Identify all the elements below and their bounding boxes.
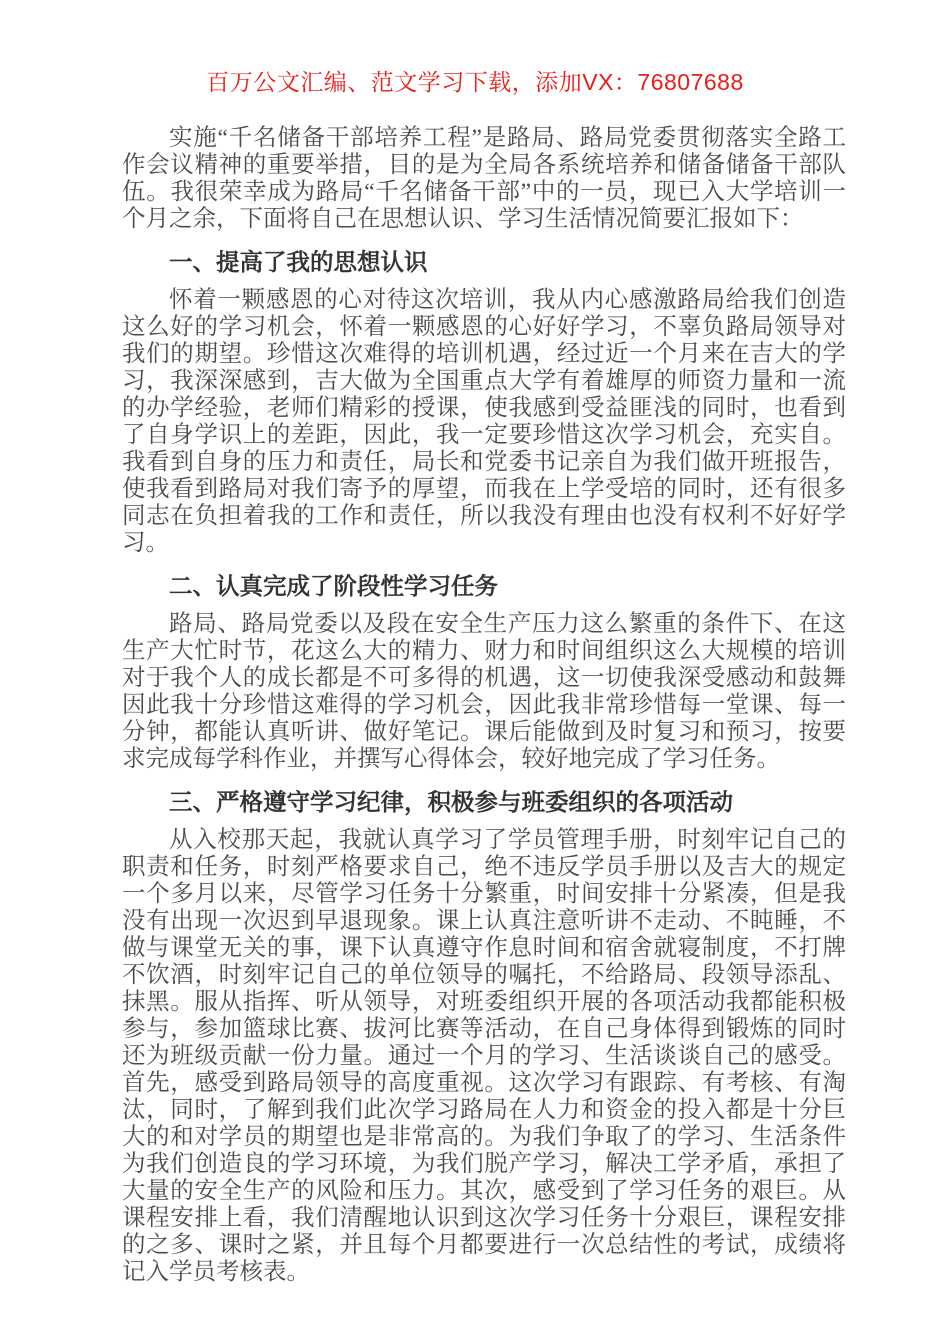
section-body-2: 路局、路局党委以及段在安全生产压力这么繁重的条件下、在这生产大忙时节，花这么大的精力、财力和时间组织这么大规模的培训对于我个人的成长都是不可多得的机遇，这一切使我深受感动和鼓舞因此我十分珍惜这难得的学习机会，因此我非常珍惜每一堂课、每一分钟，都能认真听讲、做好笔记。课后能做到及时复习和预习，按要求完成每学科作业，并撰写心得体会，较好地完成了学习任务。 bbox=[122, 611, 846, 772]
intro-paragraph: 实施“千名储备干部培养工程”是路局、路局党委贯彻落实全路工作会议精神的重要举措，目的是为全局各系统培养和储备储备干部队伍。我很荣幸成为路局“千名储备干部”中的一员，现已入大学培训一个月之余，下面将自己在思想认识、学习生活情况简要汇报如下： bbox=[122, 125, 846, 232]
document-page bbox=[122, 125, 846, 1286]
section-heading-3: 三、严格遵守学习纪律，积极参与班委组织的各项活动 bbox=[169, 789, 733, 815]
promo-banner-text: 百万公文汇编、范文学习下载，添加VX：76807688 bbox=[206, 69, 744, 95]
section-heading-1: 一、提高了我的思想认识 bbox=[169, 249, 428, 275]
section-body-3: 从入校那天起，我就认真学习了学员管理手册，时刻牢记自己的职责和任务，时刻严格要求自己，绝不违反学员手册以及吉大的规定一个多月以来，尽管学习任务十分繁重，时间安排十分紧凑，但是我没有出现一次迟到早退现象。课上认真注意听讲不走动、不盹睡，不做与课堂无关的事，课下认真遵守作息时间和宿舍就寝制度，不打牌不饮酒，时刻牢记自己的单位领导的嘱托，不给路局、段领导添乱、抹黑。服从指挥、听从领导，对班委组织开展的各项活动我都能积极参与，参加篮球比赛、拔河比赛等活动，在自己身体得到锻炼的同时还为班级贡献一份力量。通过一个月的学习、生活谈谈自己的感受。首先，感受到路局领导的高度重视。这次学习有跟踪、有考核、有淘汰，同时，了解到我们此次学习路局在人力和资金的投入都是十分巨大的和对学员的期望也是非常高的。为我们争取了的学习、生活条件为我们创造良的学习环境，为我们脱产学习，解决工学矛盾，承担了大量的安全生产的风险和压力。其次，感受到了学习任务的艰巨。从课程安排上看，我们清醒地认识到这次学习任务十分艰巨，课程安排的之多、课时之紧，并且每个月都要进行一次总结性的考试，成绩将记入学员考核表。 bbox=[122, 827, 846, 1285]
section-heading-2: 二、认真完成了阶段性学习任务 bbox=[169, 573, 498, 599]
section-body-1: 怀着一颗感恩的心对待这次培训，我从内心感激路局给我们创造这么好的学习机会，怀着一颗感恩的心好好学习，不辜负路局领导对我们的期望。珍惜这次难得的培训机遇，经过近一个月来在吉大的学习，我深深感到，吉大做为全国重点大学有着雄厚的师资力量和一流的办学经验，老师们精彩的授课，使我感到受益匪浅的同时，也看到了自身学识上的差距，因此，我一定要珍惜这次学习机会，充实自。我看到自身的压力和责任，局长和党委书记亲自为我们做开班报告，使我看到路局对我们寄予的厚望，而我在上学受培的同时，还有很多同志在负担着我的工作和责任，所以我没有理由也没有权利不好好学习。 bbox=[122, 287, 846, 556]
